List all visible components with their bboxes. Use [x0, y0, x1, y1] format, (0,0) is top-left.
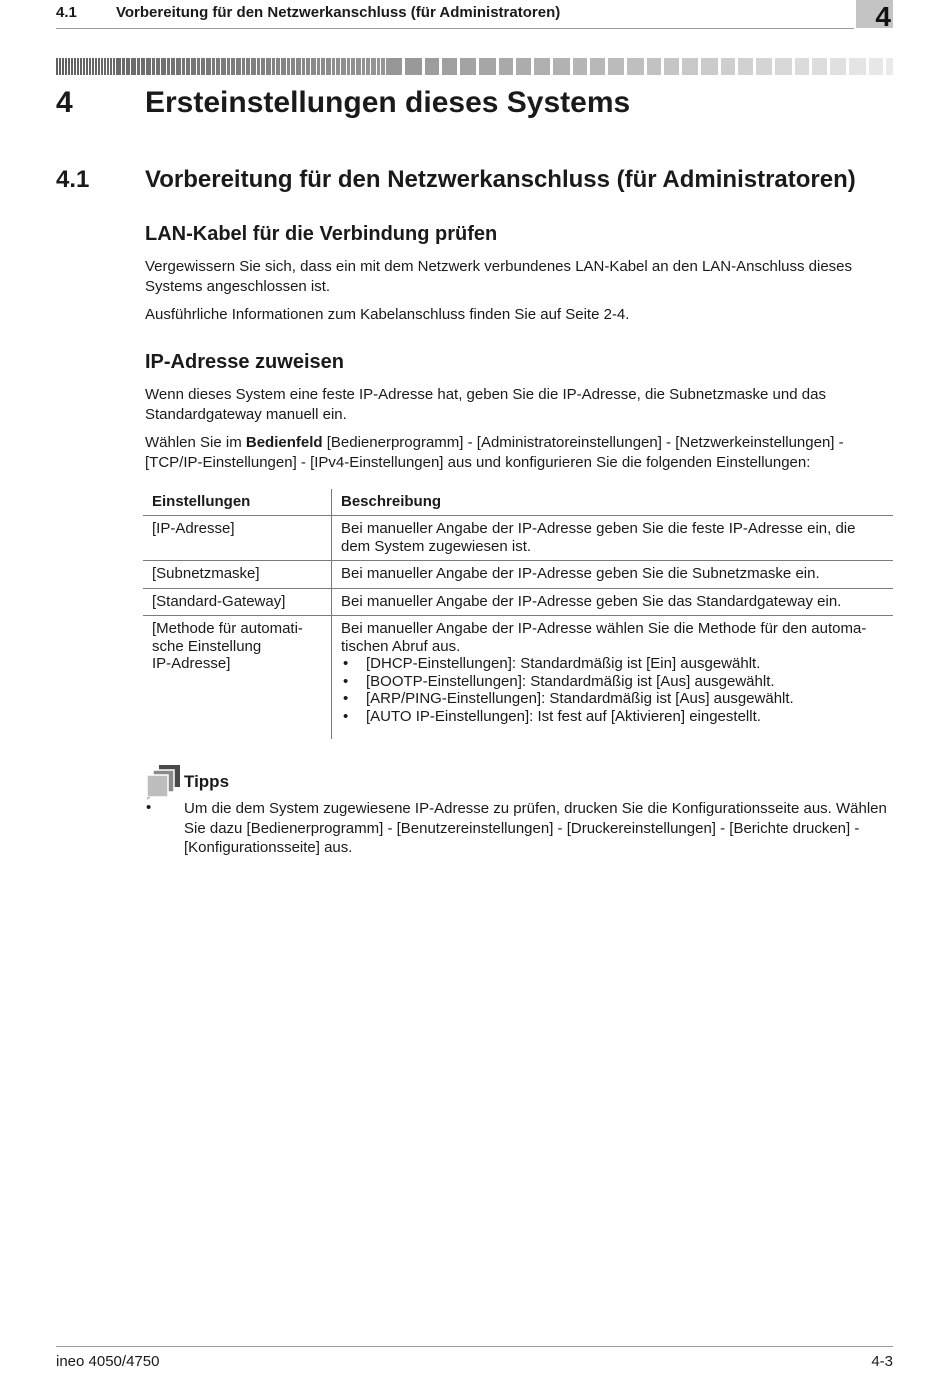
decorative-bar-segment: [221, 58, 226, 75]
decorative-bar-segment: [197, 58, 200, 75]
table-cell-description: Bei manueller Angabe der IP-Adresse geben Sie das Standardgateway ein.: [341, 592, 842, 610]
decorative-bar-segment: [257, 58, 260, 75]
tips-text: Um die dem System zugewiesene IP-Adresse zu prüfen, drucken Sie die Konfigurationsseite aus. Wählen Sie dazu [Bedienerprogramm] - [Benutzereinstellungen] - [Druckereinstellungen] - [Berichte drucken] - [Konfigurationsseite] aus.: [184, 800, 887, 856]
table-row: [143, 516, 893, 561]
decorative-bar-segment: [216, 58, 220, 75]
decorative-bar-segment: [573, 58, 587, 75]
decorative-bar-segment: [152, 58, 155, 75]
decorative-bar-segment: [80, 58, 82, 75]
decorative-bar-segment: [302, 58, 305, 75]
header-section-title: Vorbereitung für den Netzwerkanschluss (für Administratoren): [116, 4, 561, 21]
decorative-bar-segment: [553, 58, 570, 75]
decorative-bar-segment: [341, 58, 346, 75]
decorative-bar-segment: [98, 58, 100, 75]
lan-paragraph-2: Ausführliche Informationen zum Kabelanschluss finden Sie auf Seite 2-4.: [145, 306, 630, 323]
decorative-bar-segment: [122, 58, 125, 75]
decorative-bar-segment: [664, 58, 679, 75]
decorative-bar-segment: [167, 58, 170, 75]
section-number: 4.1: [56, 166, 90, 193]
decorative-bar-segment: [830, 58, 846, 75]
decorative-bar-segment: [83, 58, 85, 75]
decorative-bar-segment: [306, 58, 310, 75]
chapter-number: 4: [56, 86, 73, 119]
decorative-bar-segment: [77, 58, 79, 75]
decorative-bar: [56, 58, 893, 75]
decorative-bar-segment: [311, 58, 316, 75]
decorative-bar-segment: [366, 58, 370, 75]
decorative-bar-segment: [276, 58, 280, 75]
decorative-bar-segment: [405, 58, 422, 75]
decorative-bar-graphic: [56, 58, 893, 75]
decorative-bar-segment: [59, 58, 61, 75]
ip-paragraph-2-rest: [Bedienerprogramm] - [Administratoreinstellungen] - [Netzwerkeinstellungen] - [TCP/IP-Einstellungen] - [IPv4-Einstellungen] aus und konfigurieren Sie die folgenden Einstellungen:: [145, 434, 844, 471]
chapter-title: Ersteinstellungen dieses Systems: [145, 86, 631, 119]
decorative-bar-segment: [479, 58, 496, 75]
decorative-bar-segment: [104, 58, 106, 75]
decorative-bar-segment: [156, 58, 160, 75]
table-header-row: [143, 489, 893, 516]
decorative-bar-segment: [317, 58, 320, 75]
decorative-bar-segment: [321, 58, 325, 75]
decorative-bar-segment: [499, 58, 513, 75]
method-bullet-list: [341, 655, 884, 725]
decorative-bar-segment: [113, 58, 115, 75]
description-line: Bei manueller Angabe der IP-Adresse wählen Sie die Methode für den automa-: [341, 620, 867, 637]
decorative-bar-segment: [141, 58, 145, 75]
decorative-bar-segment: [206, 58, 211, 75]
decorative-bar-segment: [647, 58, 661, 75]
decorative-bar-segment: [95, 58, 97, 75]
list-item: • [ARP/PING-Einstellungen]: Standardmäßig ist [Aus] ausgewählt.: [341, 690, 884, 708]
decorative-bar-segment: [425, 58, 439, 75]
decorative-bar-segment: [266, 58, 271, 75]
table-cell-description: Bei manueller Angabe der IP-Adresse geben Sie die Subnetzmaske ein.: [341, 565, 820, 582]
decorative-bar-segment: [356, 58, 361, 75]
decorative-bar-segment: [701, 58, 718, 75]
list-item: • [AUTO IP-Einstellungen]: Ist fest auf [Aktivieren] eingestellt.: [341, 708, 884, 726]
table-row: [143, 588, 893, 616]
decorative-bar-segment: [460, 58, 476, 75]
decorative-bar-segment: [92, 58, 94, 75]
decorative-bar-segment: [186, 58, 190, 75]
table-header-settings: Einstellungen: [143, 489, 332, 516]
decorative-bar-segment: [272, 58, 275, 75]
decorative-bar-segment: [795, 58, 809, 75]
decorative-bar-segment: [161, 58, 166, 75]
decorative-bar-segment: [291, 58, 295, 75]
ip-paragraph-2-bold: Bedienfeld: [245, 434, 323, 451]
table-cell-description: Bei manueller Angabe der IP-Adresse geben Sie die feste IP-Adresse ein, die dem System zugewiesen ist.: [341, 520, 856, 555]
decorative-bar-segment: [101, 58, 103, 75]
tips-bullet: •: [146, 799, 152, 816]
decorative-bar-segment: [171, 58, 175, 75]
setting-line: IP-Adresse]: [152, 655, 231, 672]
decorative-bar-segment: [191, 58, 196, 75]
decorative-bar-segment: [201, 58, 205, 75]
decorative-bar-segment: [332, 58, 335, 75]
decorative-bar-segment: [775, 58, 792, 75]
decorative-bar-segment: [212, 58, 215, 75]
decorative-bar-segment: [381, 58, 385, 75]
decorative-bar-segment: [110, 58, 112, 75]
table-header-description: Beschreibung: [341, 493, 442, 510]
chapter-tab: 4: [856, 0, 893, 28]
decorative-bar-segment: [261, 58, 265, 75]
decorative-bar-segment: [246, 58, 250, 75]
ip-paragraph-2: [145, 433, 893, 472]
decorative-bar-segment: [89, 58, 91, 75]
setting-line: [Methode für automati-: [152, 620, 303, 637]
decorative-bar-segment: [362, 58, 365, 75]
decorative-bar-segment: [56, 58, 58, 75]
decorative-bar-segment: [251, 58, 256, 75]
table-cell-setting: [143, 616, 332, 740]
decorative-bar-segment: [236, 58, 241, 75]
decorative-bar-segment: [231, 58, 235, 75]
decorative-bar-segment: [812, 58, 827, 75]
decorative-bar-segment: [326, 58, 331, 75]
section-title: Vorbereitung für den Netzwerkanschluss (für Administratoren): [145, 166, 856, 193]
table-cell-setting: [Subnetzmaske]: [143, 561, 332, 589]
decorative-bar-segment: [281, 58, 286, 75]
decorative-bar-segment: [126, 58, 130, 75]
decorative-bar-segment: [65, 58, 67, 75]
setting-line: sche Einstellung: [152, 637, 262, 655]
decorative-bar-segment: [849, 58, 866, 75]
footer-product: ineo 4050/4750: [56, 1353, 160, 1370]
decorative-bar-segment: [756, 58, 772, 75]
table-cell-setting: [Standard-Gateway]: [143, 588, 332, 616]
decorative-bar-segment: [146, 58, 151, 75]
decorative-bar-segment: [886, 58, 893, 75]
decorative-bar-segment: [131, 58, 136, 75]
decorative-bar-segment: [137, 58, 140, 75]
table-cell-setting: [IP-Adresse]: [143, 516, 332, 561]
footer-rule: [56, 1346, 893, 1347]
decorative-bar-segment: [68, 58, 70, 75]
decorative-bar-segment: [242, 58, 245, 75]
decorative-bar-segment: [386, 58, 402, 75]
decorative-bar-segment: [869, 58, 883, 75]
ip-paragraph-2-prefix: Wählen Sie im: [145, 434, 246, 451]
decorative-bar-segment: [371, 58, 376, 75]
footer-page-number: 4-3: [871, 1353, 893, 1370]
decorative-bar-segment: [74, 58, 76, 75]
lan-heading: LAN-Kabel für die Verbindung prüfen: [145, 223, 498, 245]
table-row: [143, 616, 893, 740]
tips-pages-icon: [145, 764, 183, 800]
ip-heading: IP-Adresse zuweisen: [145, 351, 344, 373]
decorative-bar-segment: [608, 58, 624, 75]
tips-title: Tipps: [184, 772, 230, 791]
decorative-bar-segment: [682, 58, 698, 75]
decorative-bar-segment: [377, 58, 380, 75]
header-rule: [56, 28, 854, 29]
header-section-number: 4.1: [56, 4, 77, 21]
decorative-bar-segment: [347, 58, 350, 75]
decorative-bar-segment: [227, 58, 230, 75]
decorative-bar-segment: [590, 58, 605, 75]
decorative-bar-segment: [516, 58, 531, 75]
decorative-bar-segment: [71, 58, 73, 75]
decorative-bar-segment: [176, 58, 181, 75]
list-item: • [BOOTP-Einstellungen]: Standardmäßig ist [Aus] ausgewählt.: [341, 673, 884, 691]
decorative-bar-segment: [721, 58, 735, 75]
decorative-bar-segment: [738, 58, 753, 75]
ip-paragraph-1: Wenn dieses System eine feste IP-Adresse hat, geben Sie die IP-Adresse, die Subnetzmaske und das Standardgateway manuell ein.: [145, 386, 826, 423]
settings-table: [143, 489, 893, 739]
lan-paragraph-1: Vergewissern Sie sich, dass ein mit dem Netzwerk verbundenes LAN-Kabel an den LAN-Anschluss dieses Systems angeschlossen ist.: [145, 258, 853, 295]
decorative-bar-segment: [182, 58, 185, 75]
decorative-bar-segment: [296, 58, 301, 75]
description-line: tischen Abruf aus.: [341, 637, 461, 655]
decorative-bar-segment: [627, 58, 644, 75]
decorative-bar-segment: [442, 58, 457, 75]
decorative-bar-segment: [351, 58, 355, 75]
decorative-bar-segment: [336, 58, 340, 75]
decorative-bar-segment: [534, 58, 550, 75]
table-row: [143, 561, 893, 589]
decorative-bar-segment: [62, 58, 64, 75]
decorative-bar-segment: [287, 58, 290, 75]
decorative-bar-segment: [86, 58, 88, 75]
table-cell-description: [332, 616, 894, 740]
list-item: • [DHCP-Einstellungen]: Standardmäßig ist [Ein] ausgewählt.: [341, 655, 884, 673]
decorative-bar-segment: [107, 58, 109, 75]
decorative-bar-segment: [116, 58, 121, 75]
